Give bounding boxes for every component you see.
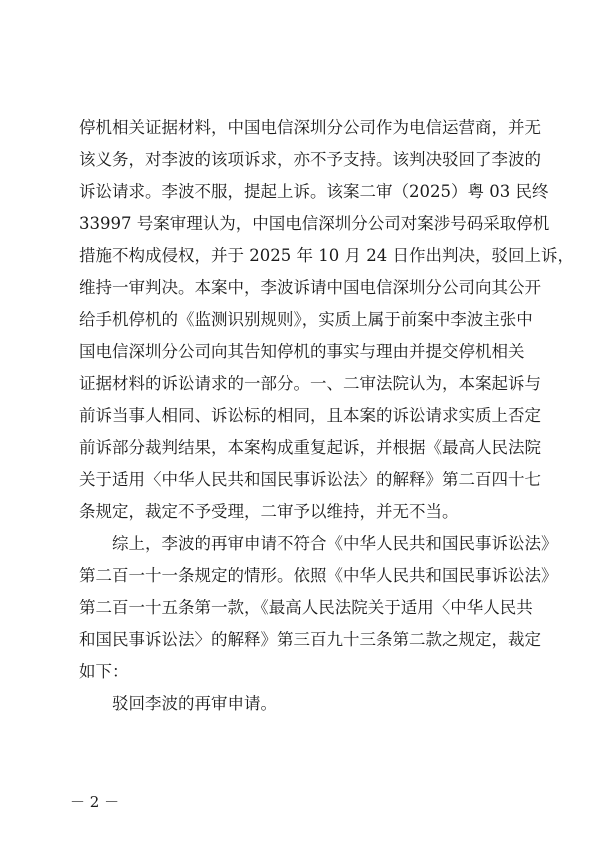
paragraph-line: 第二百一十五条第一款，《最高人民法院关于适用〈中华人民共 (79, 598, 533, 617)
paragraph-line: 条规定，裁定不予受理，二审予以维持，并无不当。 (79, 502, 459, 521)
paragraph-line: 第二百一十一条规定的情形。依照《中华人民共和国民事诉讼法》 (79, 566, 558, 585)
document-body (79, 112, 574, 720)
paragraph-line: 证据材料的诉讼请求的一部分。一、二审法院认为，本案起诉与 (79, 374, 541, 393)
paragraph-line: 给手机停机的《监测识别规则》，实质上属于前案中李波主张中 (79, 310, 533, 329)
paragraph-line: 国电信深圳分公司向其告知停机的事实与理由并提交停机相关 (79, 342, 525, 361)
paragraph-line: 如下： (79, 662, 129, 681)
paragraph-line: 关于适用〈中华人民共和国民事诉讼法〉的解释》第二百四十七 (79, 470, 541, 489)
paragraph-line: 前诉当事人相同、诉讼标的相同，且本案的诉讼请求实质上否定 (79, 406, 541, 425)
paragraph-line: 和国民事诉讼法〉的解释》第三百九十三条第二款之规定，裁定 (79, 630, 541, 649)
paragraph-line: 前诉部分裁判结果，本案构成重复起诉，并根据《最高人民法院 (79, 438, 541, 457)
paragraph-line: 措施不构成侵权，并于 2025 年 10 月 24 日作出判决，驳回上诉， (79, 246, 574, 265)
paragraph-line: 33997 号案审理认为，中国电信深圳分公司对案涉号码采取停机 (79, 214, 550, 233)
paragraph-line: 停机相关证据材料，中国电信深圳分公司作为电信运营商，并无 (79, 118, 541, 137)
paragraph-line: 维持一审判决。本案中，李波诉请中国电信深圳分公司向其公开 (79, 278, 541, 297)
paragraph-line: 综上，李波的再审申请不符合《中华人民共和国民事诉讼法》 (112, 534, 558, 553)
ruling-line: 驳回李波的再审申请。 (112, 694, 277, 713)
paragraph-line: 该义务，对李波的该项诉求，亦不予支持。该判决驳回了李波的 (79, 150, 541, 169)
page-number: － 2 － (70, 793, 120, 811)
paragraph-line: 诉讼请求。李波不服，提起上诉。该案二审（2025）粤 03 民终 (79, 182, 549, 201)
